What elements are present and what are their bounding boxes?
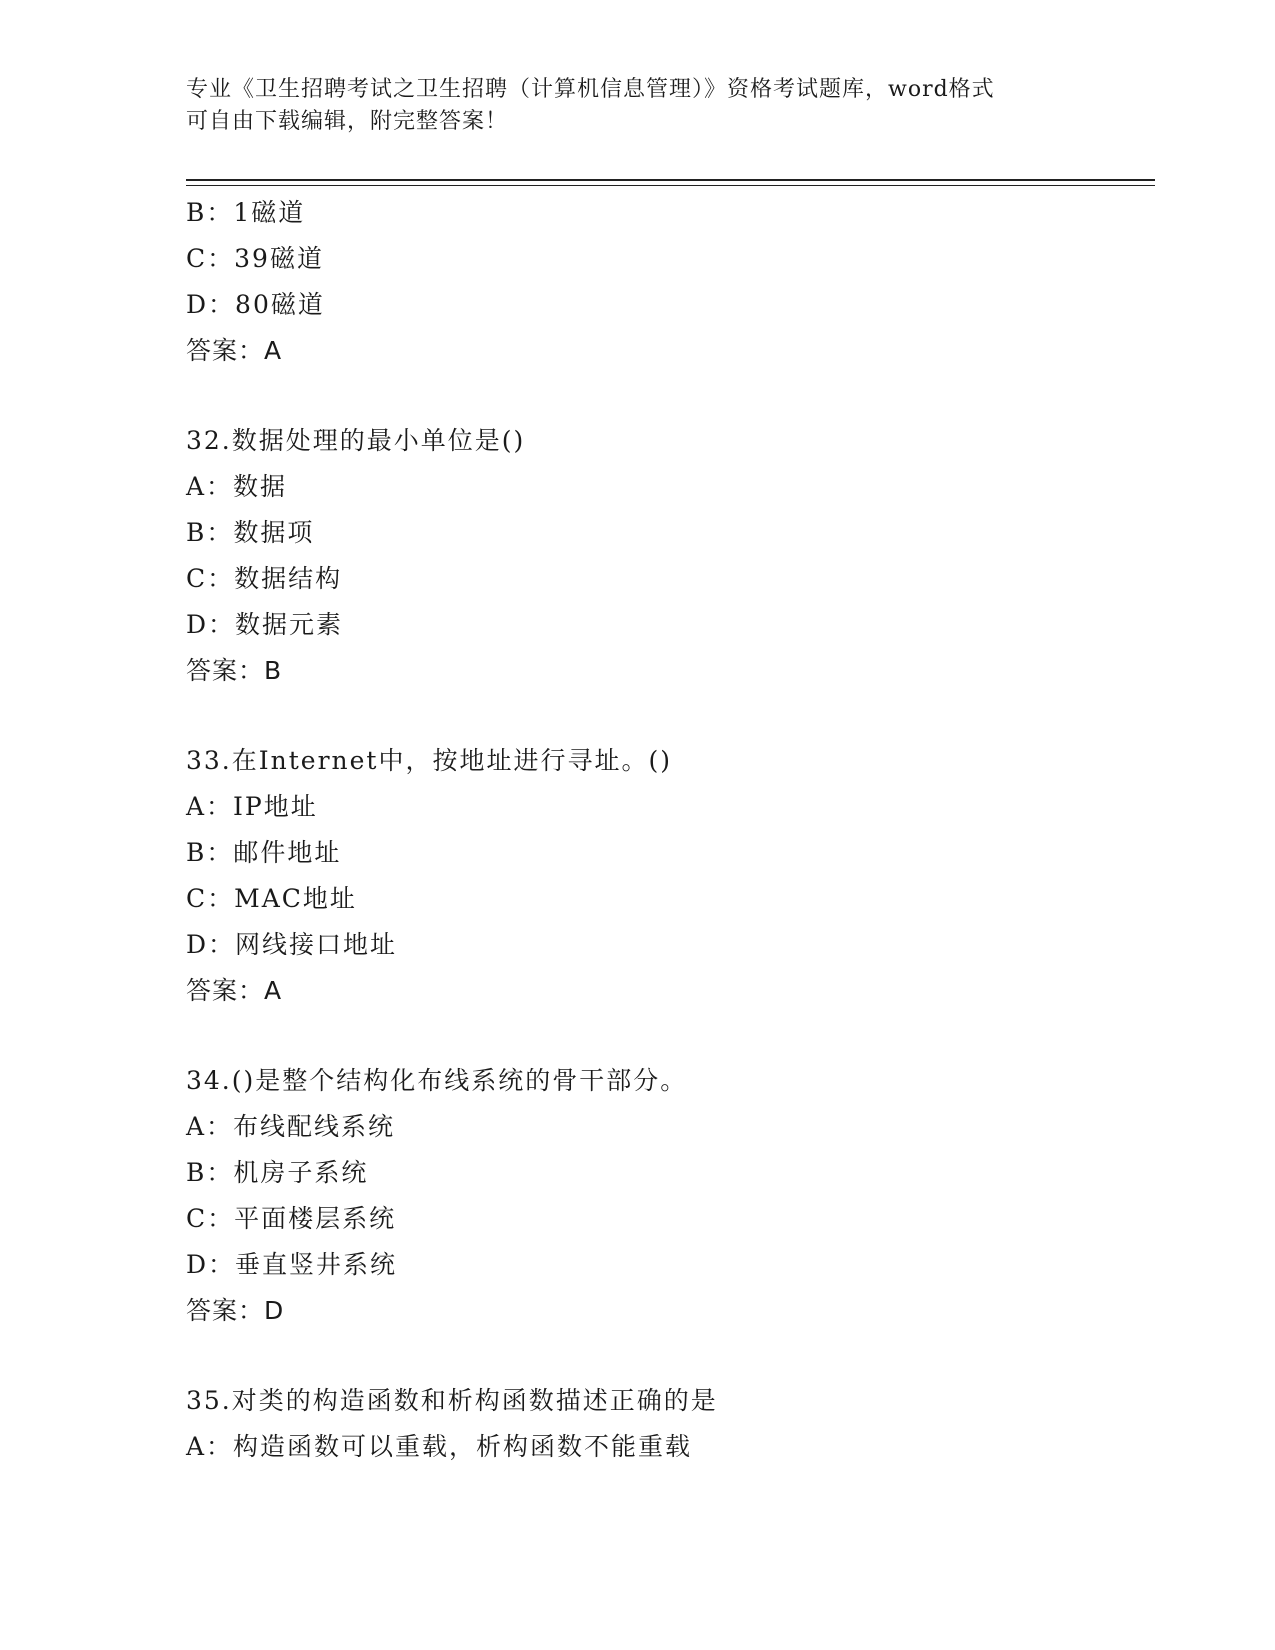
option-b: B：1磁道 (186, 198, 306, 227)
spacer (186, 374, 1146, 418)
spacer (186, 694, 1146, 738)
option-d: D：数据元素 (186, 610, 344, 639)
option-a: A：布线配线系统 (186, 1112, 396, 1141)
question-stem: 33.在Internet中，按地址进行寻址。() (186, 746, 672, 775)
question-35 (186, 1378, 1146, 1470)
spacer (186, 1334, 1146, 1378)
option-c: C：数据结构 (186, 564, 343, 593)
answer-line: 答案：A (186, 976, 283, 1005)
header-divider-thin (186, 185, 1155, 186)
question-stem: 34.()是整个结构化布线系统的骨干部分。 (186, 1066, 688, 1095)
header-divider-thick (186, 179, 1155, 181)
option-a: A：数据 (186, 472, 288, 501)
option-a: A：构造函数可以重载，析构函数不能重载 (186, 1432, 693, 1461)
answer-line: 答案：D (186, 1296, 285, 1325)
question-33 (186, 738, 1146, 1014)
question-31-continued (186, 190, 1146, 374)
option-d: D：网线接口地址 (186, 930, 398, 959)
answer-line: 答案：B (186, 656, 283, 685)
option-d: D：垂直竖井系统 (186, 1250, 398, 1279)
option-b: B：机房子系统 (186, 1158, 369, 1187)
option-b: B：邮件地址 (186, 838, 342, 867)
question-32 (186, 418, 1146, 694)
document-header (186, 74, 1066, 138)
option-c: C：平面楼层系统 (186, 1204, 397, 1233)
option-c: C：MAC地址 (186, 884, 357, 913)
option-c: C：39磁道 (186, 244, 324, 273)
question-list (186, 190, 1146, 1470)
question-stem: 35.对类的构造函数和析构函数描述正确的是 (186, 1386, 718, 1415)
header-line-1: 专业《卫生招聘考试之卫生招聘（计算机信息管理）》资格考试题库，word格式 (186, 77, 995, 102)
answer-line: 答案：A (186, 336, 283, 365)
header-line-2: 可自由下载编辑，附完整答案！ (186, 109, 509, 134)
option-b: B：数据项 (186, 518, 315, 547)
spacer (186, 1014, 1146, 1058)
option-d: D：80磁道 (186, 290, 325, 319)
question-34 (186, 1058, 1146, 1334)
option-a: A：IP地址 (186, 792, 318, 821)
question-stem: 32.数据处理的最小单位是() (186, 426, 526, 455)
